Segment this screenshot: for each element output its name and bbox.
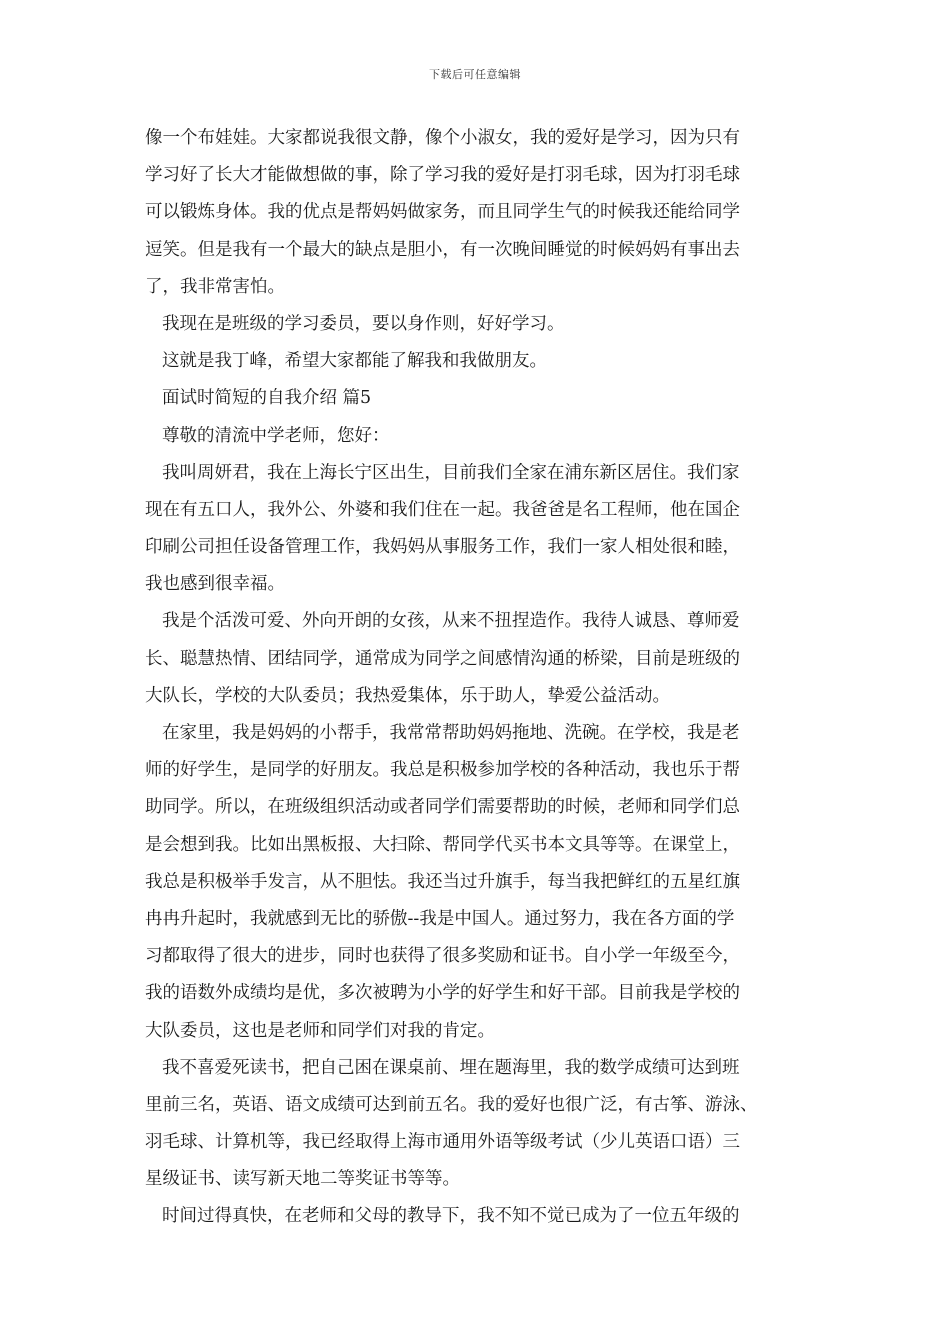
text-line: 我的语数外成绩均是优，多次被聘为小学的好学生和好干部。目前我是学校的 — [145, 983, 740, 1004]
text-line: 学习好了长大才能做想做的事，除了学习我的爱好是打羽毛球，因为打羽毛球 — [145, 165, 740, 186]
text-line: 尊敬的清流中学老师，您好： — [162, 425, 390, 446]
text-line: 现在有五口人，我外公、外婆和我们住在一起。我爸爸是名工程师，他在国企 — [145, 499, 740, 520]
text-line: 是会想到我。比如出黑板报、大扫除、帮同学代买书本文具等等。在课堂上， — [145, 834, 740, 855]
text-line: 里前三名，英语、语文成绩可达到前五名。我的爱好也很广泛，有古筝、游泳、 — [145, 1094, 758, 1115]
text-line: 在家里，我是妈妈的小帮手，我常常帮助妈妈拖地、洗碗。在学校，我是老 — [162, 723, 740, 743]
text-line: 星级证书、读写新天地二等奖证书等等。 — [145, 1169, 460, 1190]
text-line: 我总是积极举手发言，从不胆怯。我还当过升旗手，每当我把鲜红的五星红旗 — [145, 871, 740, 892]
text-line: 像一个布娃娃。大家都说我很文静，像个小淑女，我的爱好是学习，因为只有 — [145, 128, 740, 148]
text-line: 印刷公司担任设备管理工作，我妈妈从事服务工作，我们一家人相处很和睦， — [145, 537, 740, 558]
text-line: 可以锻炼身体。我的优点是帮妈妈做家务，而且同学生气的时候我还能给同学 — [145, 202, 740, 223]
text-line: 时间过得真快，在老师和父母的教导下，我不知不觉已成为了一位五年级的 — [162, 1206, 740, 1227]
text-line: 习都取得了很大的进步，同时也获得了很多奖励和证书。自小学一年级至今， — [145, 946, 740, 967]
text-line: 我不喜爱死读书，把自己困在课桌前、埋在题海里，我的数学成绩可达到班 — [162, 1057, 740, 1078]
text-line: 冉冉升起时，我就感到无比的骄傲--我是中国人。通过努力，我在各方面的学 — [145, 908, 735, 929]
text-line: 我也感到很幸福。 — [145, 574, 285, 595]
text-line: 大队委员，这也是老师和同学们对我的肯定。 — [145, 1020, 495, 1041]
text-line: 了，我非常害怕。 — [145, 276, 285, 297]
text-line: 面试时简短的自我介绍 篇5 — [162, 388, 372, 409]
text-line: 羽毛球、计算机等，我已经取得上海市通用外语等级考试（少儿英语口语）三 — [145, 1132, 740, 1153]
text-line: 我现在是班级的学习委员，要以身作则，好好学习。 — [162, 313, 565, 334]
text-line: 我叫周妍君，我在上海长宁区出生，目前我们全家在浦东新区居住。我们家 — [162, 462, 740, 483]
text-line: 助同学。所以，在班级组织活动或者同学们需要帮助的时候，老师和同学们总 — [145, 797, 740, 818]
text-line: 大队长，学校的大队委员；我热爱集体，乐于助人，挚爱公益活动。 — [145, 685, 670, 706]
text-line: 我是个活泼可爱、外向开朗的女孩，从来不扭捏造作。我待人诚恳、尊师爱 — [162, 611, 740, 632]
page-header: 下载后可任意编辑 — [429, 68, 521, 81]
text-line: 师的好学生，是同学的好朋友。我总是积极参加学校的各种活动，我也乐于帮 — [145, 760, 740, 781]
text-line: 长、聪慧热情、团结同学，通常成为同学之间感情沟通的桥梁，目前是班级的 — [145, 648, 740, 669]
document-body — [145, 120, 813, 1236]
text-line: 逗笑。但是我有一个最大的缺点是胆小，有一次晚间睡觉的时候妈妈有事出去 — [145, 239, 740, 260]
text-line: 这就是我丁峰，希望大家都能了解我和我做朋友。 — [162, 351, 547, 372]
